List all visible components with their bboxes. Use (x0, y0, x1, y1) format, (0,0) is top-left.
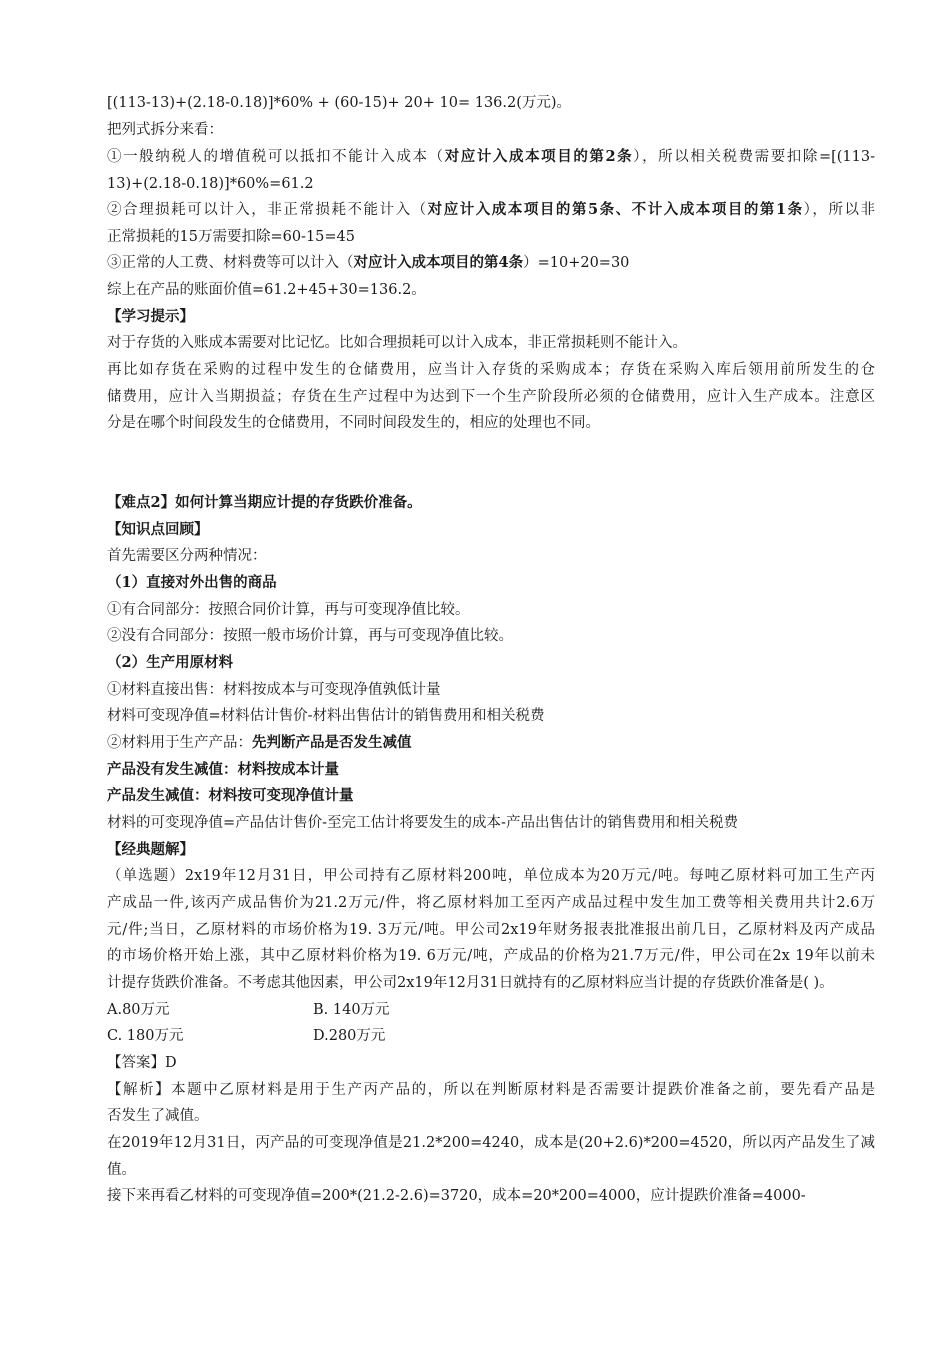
case-2-impairment: 产品发生减值：材料按可变现净值计量 (107, 787, 354, 804)
analysis-line-2: 否发生了减值。 (107, 1108, 209, 1124)
tip-paragraph-1: 对于存货的入账成本需要对比记忆。比如合理损耗可以计入成本，非正常损耗则不能计入。 (107, 335, 687, 351)
question-line-2: 产成品一件,该丙产成品售价为21.2万元/件，将乙原材料加工至丙产成品过程中发生加工费等相关费用共计2.6万 (107, 895, 875, 911)
case-1-contract: ①有合同部分：按照合同价计算，再与可变现净值比较。 (107, 602, 470, 618)
question-line-1: （单选题）2x19年12月31日，甲公司持有乙原材料200吨，单位成本为20万元/吨。每吨乙原材料可加工生产丙 (107, 868, 875, 884)
split-intro: 把列式拆分来看： (107, 122, 223, 138)
point-2-line-2: 正常损耗的15万需要扣除=60-15=45 (107, 229, 356, 245)
case-2-nrv-formula: 材料的可变现净值=产品估计售价-至完工估计将要发生的成本-产品出售估计的销售费用和相关税费 (107, 815, 738, 831)
case-1-no-contract: ②没有合同部分：按照一般市场价计算，再与可变现净值比较。 (107, 628, 513, 644)
case-2-direct-sale-formula: 材料可变现净值=材料估计售价-材料出售估计的销售费用和相关税费 (107, 708, 545, 724)
point-2-line-1: ②合理损耗可以计入，非正常损耗不能计入（对应计入成本项目的第5条、不计入成本项目的第1条），所以非 (107, 201, 876, 218)
tip-paragraph-2-line-3: 分是在哪个时间段发生的仓储费用，不同时间段发生的，相应的处理也不同。 (107, 415, 600, 431)
summary-line: 综上在产品的账面价值=61.2+45+30=136.2。 (107, 282, 426, 298)
analysis-line-1: 【解析】本题中乙原材料是用于生产丙产品的，所以在判断原材料是否需要计提跌价准备之前，要先看产品是 (107, 1082, 875, 1098)
option-c: C. 180万元 (107, 1028, 184, 1044)
option-a: A.80万元 (107, 1002, 170, 1018)
question-line-4: 的市场价格开始上涨，其中乙原材料价格为19. 6万元/吨，产成品的价格为21.7万元/件，甲公司在2x 19年以前未 (107, 948, 875, 964)
question-line-5: 计提存货跌价准备。不考虑其他因素，甲公司2x19年12月31日就持有的乙原材料应当计提的存货跌价准备是( )。 (107, 975, 834, 991)
tip-paragraph-2-line-1: 再比如存货在采购的过程中发生的仓储费用，应当计入存货的采购成本；存货在采购入库后领用前所发生的仓 (107, 362, 875, 378)
case-1-heading: （1）直接对外出售的商品 (107, 574, 277, 591)
option-b: B. 140万元 (313, 1002, 390, 1018)
tip-title: 【学习提示】 (107, 308, 194, 325)
point-1-line-1: ①一般纳税人的增值税可以抵扣不能计入成本（对应计入成本项目的第2条），所以相关税费需要扣除=[(113- (107, 148, 876, 165)
case-2-no-impairment: 产品没有发生减值：材料按成本计量 (107, 761, 339, 778)
question-line-3: 元/件;当日，乙原材料的市场价格为19. 3万元/吨。甲公司2x19年财务报表批准报出前几日，乙原材料及丙产成品 (107, 922, 875, 938)
analysis-paragraph-3: 接下来再看乙材料的可变现净值=200*(21.2-2.6)=3720，成本=20*200=4000，应计提跌价准备=4000- (107, 1188, 806, 1204)
answer-line: 【答案】D (107, 1055, 177, 1071)
review-intro: 首先需要区分两种情况： (107, 548, 267, 564)
analysis-paragraph-2-line-2: 值。 (107, 1162, 136, 1178)
formula-line: [(113-13)+(2.18-0.18)]*60% + (60-15)+ 20+ 10= 136.2(万元)。 (107, 95, 572, 111)
option-d: D.280万元 (313, 1028, 386, 1044)
case-2-production: ②材料用于生产产品：先判断产品是否发生减值 (107, 734, 412, 751)
difficulty-2-title: 【难点2】如何计算当期应计提的存货跌价准备。 (107, 494, 422, 511)
case-2-heading: （2）生产用原材料 (107, 654, 234, 671)
case-2-direct-sale: ①材料直接出售：材料按成本与可变现净值孰低计量 (107, 682, 441, 698)
review-title: 【知识点回顾】 (107, 521, 209, 538)
point-1-line-2: 13)+(2.18-0.18)]*60%=61.2 (107, 176, 314, 192)
analysis-paragraph-2-line-1: 在2019年12月31日，丙产品的可变现净值是21.2*200=4240，成本是(20+2.6)*200=4520，所以丙产品发生了减 (107, 1135, 875, 1151)
example-title: 【经典题解】 (107, 841, 194, 858)
point-3-line: ③正常的人工费、材料费等可以计入（对应计入成本项目的第4条）=10+20=30 (107, 254, 630, 271)
tip-paragraph-2-line-2: 储费用，应计入当期损益；存货在生产过程中为达到下一个生产阶段所必须的仓储费用，应计入生产成本。注意区 (107, 389, 875, 405)
